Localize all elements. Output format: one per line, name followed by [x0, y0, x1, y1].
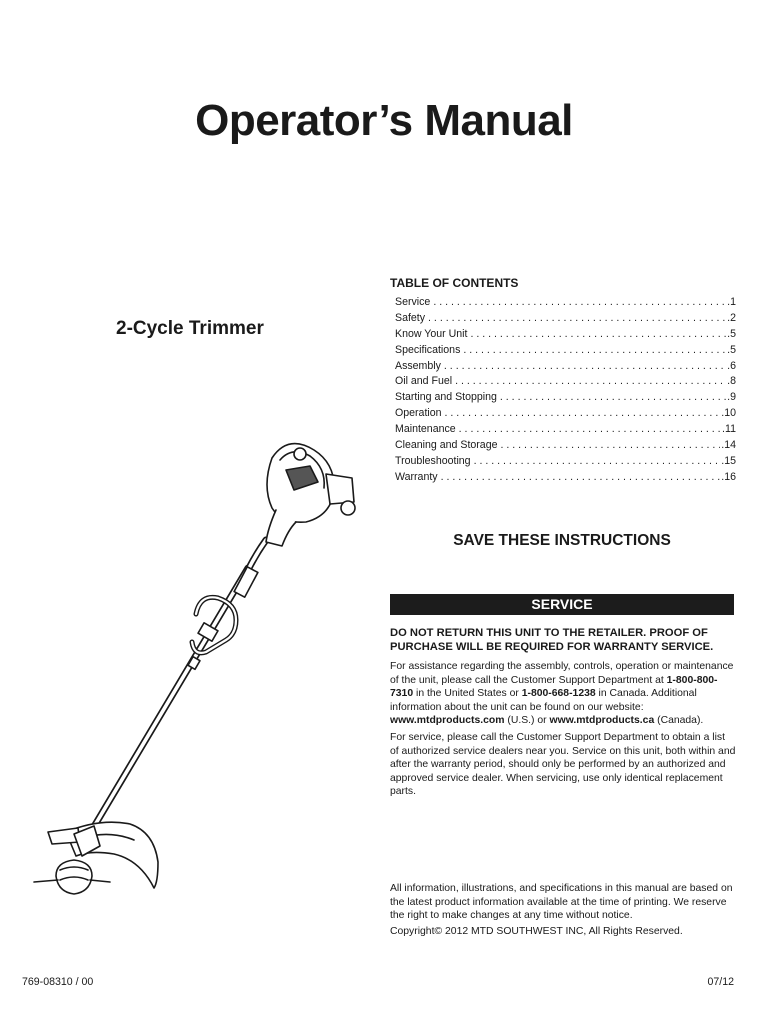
- toc-entry: [395, 375, 736, 391]
- toc-entry-page: .2: [727, 311, 736, 324]
- toc-dot-leader: [441, 471, 721, 483]
- toc-dot-leader: [428, 312, 726, 324]
- toc-dot-leader: [455, 375, 726, 387]
- toc-entry-label: Warranty: [395, 470, 438, 483]
- toc-entry-page: .8: [727, 375, 736, 388]
- toc-entry-label: Know Your Unit: [395, 327, 468, 340]
- service-warning: DO NOT RETURN THIS UNIT TO THE RETAILER. PROOF OF PURCHASE WILL BE REQUIRED FOR WARRANTY SERVICE.: [390, 627, 714, 653]
- toc-entry-label: Starting and Stopping: [395, 391, 497, 404]
- toc-entry: [395, 344, 736, 360]
- toc-heading: TABLE OF CONTENTS: [390, 276, 519, 290]
- toc-entry: [395, 360, 736, 376]
- toc-entry: [395, 439, 736, 455]
- trimmer-illustration: [30, 430, 370, 910]
- service-paragraph-dealers: For service, please call the Customer Support Department to obtain a list of authorized service dealers near you. Service on this unit, both within and after the warranty period, should only be performed by an authorized and approved service dealer. When servicing, use only identical replacement parts.: [390, 731, 736, 798]
- service-section: [390, 626, 736, 802]
- toc-dot-leader: [433, 296, 726, 308]
- website-canada: www.mtdproducts.ca: [549, 715, 655, 727]
- print-date: 07/12: [707, 976, 734, 988]
- toc-entry-label: Specifications: [395, 343, 461, 356]
- toc-entry-page: .1: [727, 296, 736, 308]
- toc-dot-leader: [500, 391, 726, 403]
- toc-entry-page: .6: [727, 359, 736, 372]
- footer-note: [390, 882, 736, 940]
- toc-entry-page: .16: [721, 470, 736, 483]
- toc-entry-page: .10: [721, 407, 736, 420]
- toc-entry-page: .5: [727, 327, 736, 340]
- toc-entry-page: .15: [721, 454, 736, 467]
- product-subtitle: 2-Cycle Trimmer: [116, 318, 264, 339]
- toc-dot-leader: [470, 328, 726, 340]
- toc-entry: [395, 328, 736, 344]
- toc-entry-label: Cleaning and Storage: [395, 439, 498, 452]
- toc-dot-leader: [500, 439, 720, 451]
- document-code: 769-08310 / 00: [22, 976, 94, 988]
- toc-entry-label: Maintenance: [395, 423, 456, 436]
- table-of-contents: [390, 276, 736, 487]
- service-heading-bar: SERVICE: [390, 594, 734, 615]
- website-us: www.mtdproducts.com: [390, 715, 505, 727]
- toc-entry: [395, 296, 736, 312]
- toc-entry-label: Safety: [395, 311, 426, 324]
- phone-us: 1-800-800-7310: [390, 674, 718, 700]
- phone-canada: 1-800-668-1238: [521, 688, 596, 700]
- toc-dot-leader: [463, 344, 726, 356]
- copyright-text: Copyright© 2012 MTD SOUTHWEST INC, All Rights Reserved.: [390, 925, 683, 937]
- toc-entry-page: .14: [721, 439, 736, 452]
- toc-dot-leader: [445, 407, 721, 419]
- disclaimer-text: All information, illustrations, and specifications in this manual are based on the latest product information available at the time of printing. We reserve the right to make changes at any time without notice.: [390, 883, 733, 922]
- toc-entry-label: Assembly: [395, 359, 441, 372]
- toc-dot-leader: [474, 455, 721, 467]
- toc-entry: [395, 471, 736, 487]
- toc-list: [395, 296, 736, 487]
- toc-entry-label: Operation: [395, 407, 442, 420]
- toc-entry-label: Service: [395, 296, 431, 308]
- toc-entry: [395, 312, 736, 328]
- toc-entry: [395, 455, 736, 471]
- toc-entry-page: .9: [727, 391, 736, 404]
- save-instructions-heading: SAVE THESE INSTRUCTIONS: [453, 532, 671, 549]
- toc-entry: [395, 423, 736, 439]
- toc-entry-label: Troubleshooting: [395, 454, 471, 467]
- toc-dot-leader: [459, 423, 721, 435]
- toc-entry-page: .11: [722, 423, 736, 436]
- toc-entry: [395, 391, 736, 407]
- toc-entry-page: .5: [727, 343, 736, 356]
- manual-title: Operator’s Manual: [195, 96, 573, 145]
- toc-entry-label: Oil and Fuel: [395, 375, 453, 388]
- toc-dot-leader: [444, 360, 726, 372]
- toc-entry: [395, 407, 736, 423]
- service-paragraph-assistance: For assistance regarding the assembly, controls, operation or maintenance of the unit, please call the Customer Support Department at 1-800-800-7310 in the United States or 1-800-668-1238 in Canada. Additional information about the unit can be found on our website: www.mtdproducts.com (U.S.) or www.mtdproducts.ca (Canada).: [390, 661, 734, 727]
